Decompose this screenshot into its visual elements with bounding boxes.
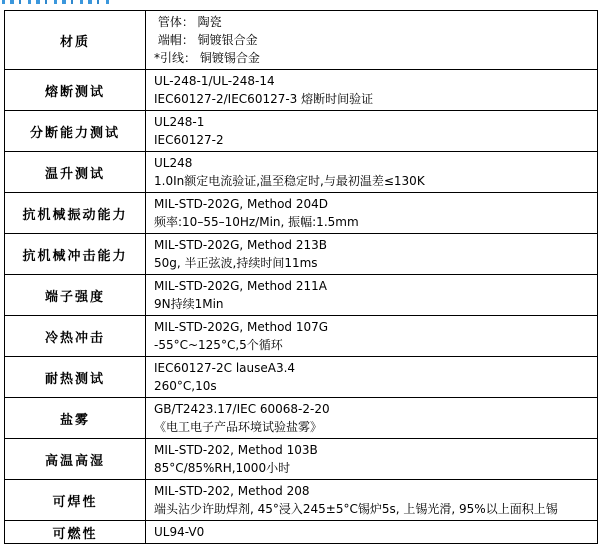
- cell-line: 《电工电子产品环境试验盐雾》: [154, 420, 323, 434]
- spec-value: [146, 11, 598, 70]
- spec-row-salt-spray: [5, 398, 598, 439]
- spec-value: [146, 357, 598, 398]
- spec-value: [146, 480, 598, 521]
- spec-row-heat-resistance: [5, 357, 598, 398]
- cell-line: 50g, 半正弦波,持续时间11ms: [154, 256, 318, 270]
- spec-label: 温升测试: [5, 152, 146, 193]
- spec-value: [146, 316, 598, 357]
- cell-line: *引线： 铜镀锡合金: [154, 51, 260, 65]
- spec-label: 端子强度: [5, 275, 146, 316]
- spec-label: 耐热测试: [5, 357, 146, 398]
- spec-row-temperature-rise: [5, 152, 598, 193]
- cell-line: IEC60127-2/IEC60127-3 熔断时间验证: [154, 92, 374, 106]
- spec-value: [146, 234, 598, 275]
- cell-line: 端帽： 铜镀银合金: [154, 33, 258, 47]
- spec-label: 分断能力测试: [5, 111, 146, 152]
- cell-line: MIL-STD-202G, Method 211A: [154, 279, 327, 293]
- cell-line: IEC60127-2: [154, 133, 224, 147]
- spec-row-material: [5, 11, 598, 70]
- cell-line: MIL-STD-202G, Method 204D: [154, 197, 329, 211]
- spec-row-breaking-capacity: [5, 111, 598, 152]
- cell-line: 260°C,10s: [154, 379, 217, 393]
- spec-row-solderability: [5, 480, 598, 521]
- cell-line: UL248: [154, 156, 193, 170]
- spec-value: [146, 193, 598, 234]
- cell-line: GB/T2423.17/IEC 60068-2-20: [154, 402, 330, 416]
- cell-line: 9N持续1Min: [154, 297, 224, 311]
- cell-line: 管体： 陶瓷: [154, 15, 222, 29]
- cell-line: UL-248-1/UL-248-14: [154, 74, 275, 88]
- spec-row-high-temp-humidity: [5, 439, 598, 480]
- cell-line: MIL-STD-202G, Method 107G: [154, 320, 329, 334]
- spec-label: 抗机械振动能力: [5, 193, 146, 234]
- spec-value: [146, 439, 598, 480]
- cell-line: 85°C/85%RH,1000小时: [154, 461, 291, 475]
- cell-line: MIL-STD-202G, Method 213B: [154, 238, 328, 252]
- spec-row-fusing-test: [5, 70, 598, 111]
- spec-label: 可燃性: [5, 521, 146, 544]
- spec-row-flammability: [5, 521, 598, 544]
- spec-label: 高温高湿: [5, 439, 146, 480]
- spec-row-thermal-shock: [5, 316, 598, 357]
- spec-row-shock-resistance: [5, 234, 598, 275]
- spec-table: [4, 10, 598, 544]
- spec-label: 盐雾: [5, 398, 146, 439]
- spec-label: 抗机械冲击能力: [5, 234, 146, 275]
- spec-label: 材质: [5, 11, 146, 70]
- cell-line: MIL-STD-202, Method 208: [154, 484, 310, 498]
- spec-row-vibration-resistance: [5, 193, 598, 234]
- spec-label: 可焊性: [5, 480, 146, 521]
- spec-value: [146, 111, 598, 152]
- cell-line: 1.0In额定电流验证,温至稳定时,与最初温差≤130K: [154, 174, 425, 188]
- spec-value: [146, 152, 598, 193]
- cell-line: UL94-V0: [154, 525, 205, 539]
- spec-value: [146, 275, 598, 316]
- spec-value: [146, 521, 598, 544]
- cell-line: 端头沾少许助焊剂, 45°浸入245±5°C锡炉5s, 上锡光滑, 95%以上面积上锡: [154, 502, 558, 516]
- spec-value: [146, 70, 598, 111]
- cell-line: -55°C~125°C,5个循环: [154, 338, 283, 352]
- spec-label: 熔断测试: [5, 70, 146, 111]
- cell-line: 频率:10–55–10Hz/Min, 振幅:1.5mm: [154, 215, 359, 229]
- cell-line: UL248-1: [154, 115, 205, 129]
- cell-line: IEC60127-2C lauseA3.4: [154, 361, 296, 375]
- cell-line: MIL-STD-202, Method 103B: [154, 443, 318, 457]
- clipped-heading-fragment: [2, 0, 114, 4]
- spec-value: [146, 398, 598, 439]
- spec-label: 冷热冲击: [5, 316, 146, 357]
- spec-row-terminal-strength: [5, 275, 598, 316]
- clipped-heading: [2, 0, 114, 5]
